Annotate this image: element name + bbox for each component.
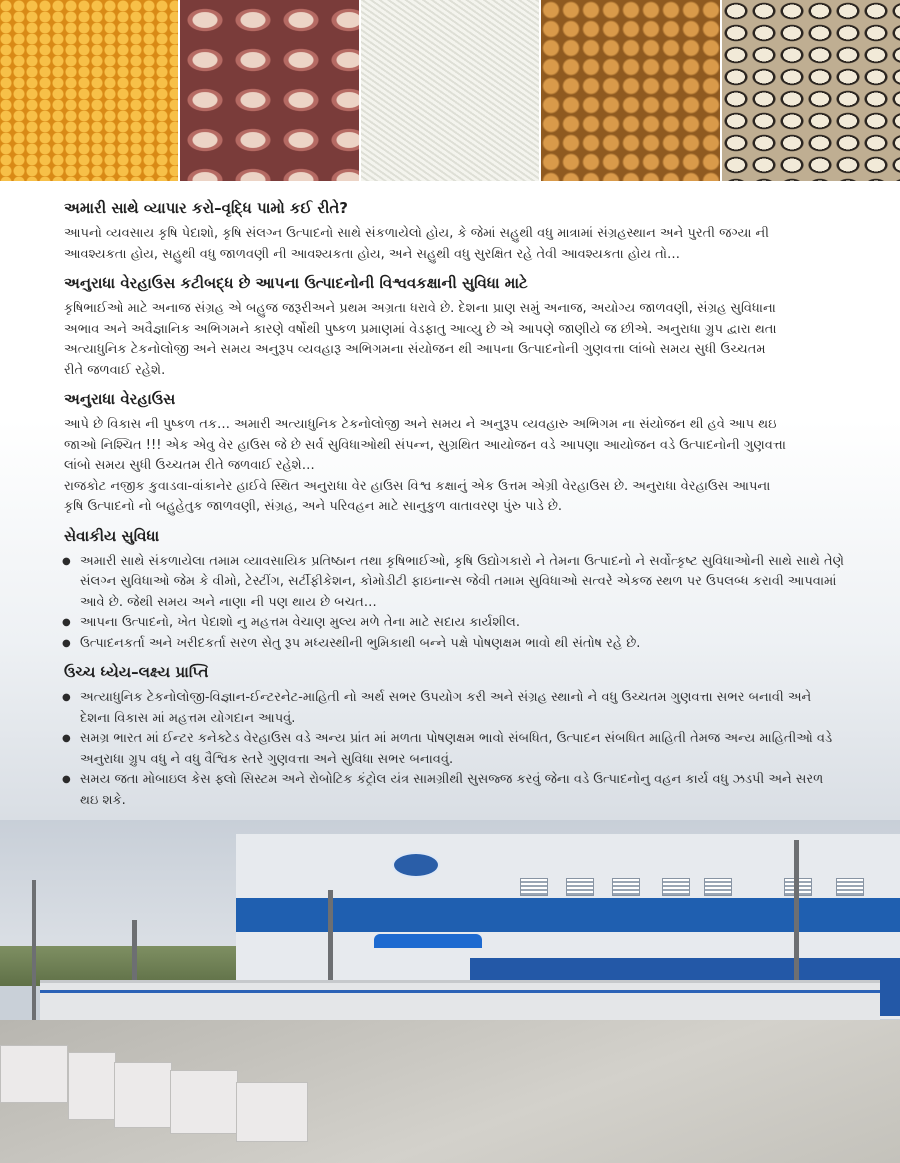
section-heading: અનુરાધા વેરહાઉસ કટીબદ્ધ છે આપના ઉત્પાદનોની વિશ્વવકક્ષાની સુવિધા માટે: [64, 274, 528, 292]
concrete-barrier: [170, 1070, 238, 1134]
corn-photo: [0, 0, 178, 181]
wall-blue-trim: [40, 990, 880, 993]
grain-photo-strip: [0, 0, 900, 181]
section-line: જાઓ નિશ્ચિત !!! એક એવુ વેર હાઉસ જે છે સર્વ સુવિધાઓથી સંપન્ન, સુગ્રથિત આયોજન વડે આપણા આયોજન વડે ઉત્પાદનોની ગુણવત્તા: [64, 437, 786, 453]
vent: [612, 878, 640, 896]
concrete-barrier: [68, 1052, 116, 1120]
section-heading: સેવાકીય સુવિધા: [64, 526, 160, 545]
section-line: અભાવ અને અવૈજ્ઞાનિક અભિગમને કારણે વર્ષોથી પુષ્કળ પ્રમાણમાં વેડફાતુ આવ્યુ છે એ આપણે જાણીયે જ છીએ. અનુરાધા ગ્રુપ દ્વારા થતા: [64, 321, 777, 337]
vent: [704, 878, 732, 896]
list-item: ● આપના ઉત્પાદનો, ખેત પેદાશો નુ મહત્તમ વેચાણ મુલ્ય મળે તેના માટે સદાય કાર્યશીલ.: [62, 613, 844, 634]
brochure-text: [64, 198, 844, 819]
vent: [836, 878, 864, 896]
section-line: લાંબો સમય સુધી ઉચ્ચતમ રીતે જળવાઈ રહેશે…: [64, 458, 315, 473]
section-line: આવશ્યકતા હોય, સહુથી વધુ જાળવણી ની આવશ્યકતા હોય, અને સહુથી વધુ સુરક્ષિત રહે તેવી આવશ્યકતા હોય તો…: [64, 246, 680, 262]
section-services: [64, 526, 844, 655]
warehouse-photo: [0, 820, 900, 1163]
street-lamp: [32, 880, 36, 1020]
vent: [662, 878, 690, 896]
goals-list: [64, 688, 844, 811]
vent: [520, 878, 548, 896]
section-line: અત્યાધુનિક ટેકનોલોજી અને સમય અનુરૂપ વ્યવહારૂ અભિગમના સંયોજન થી આપના ઉત્પાદનોની ગુણવત્તા લાંબો સમય સુધી ઉચ્ચતમ: [64, 342, 766, 357]
section-line: રાજકોટ નજીક કુવાડવા-વાંકાનેર હાઈવે સ્થિત અનુરાધા વેર હાઉસ વિશ્વ કક્ષાનું એક ઉત્તમ એગ્રી વેરહાઉસ છે. અનુરાધા વેરહાઉસ આપના: [64, 478, 771, 494]
concrete-barrier: [236, 1082, 308, 1142]
section-anuradha-warehouse: [64, 389, 844, 518]
list-item: ● અત્યાધુનિક ટેકનોલોજી-વિજ્ઞાન-ઈન્ટરનેટ-માહિતી નો અર્થ સભર ઉપયોગ કરી અને સંગ્રહ સ્થાનો ને વધુ ઉચ્ચતમ ગુણવત્તા સભર બનાવી અને દેશના વિકાસ માં મહત્તમ યોગદાન આપવું.: [62, 688, 844, 729]
list-item: ● સમય જતા મોબાઇલ કેસ ફ્લો સિસ્ટમ અને રોબોટિક કંટ્રોલ યંત્ર સામગ્રીથી સુસજ્જ કરવું જેના વડે ઉત્પાદનોનુ વહન કાર્ય વધુ ઝડપી અને સરળ થઇ શકે.: [62, 770, 844, 811]
section-heading: અમારી સાથે વ્યાપાર કરો–વૃદ્ધિ પામો કઈ રીતે?: [64, 199, 349, 217]
section-line: કૃષિ ઉત્પાદનો નો બહુહેતુક જાળવણી, સંગ્રહ, અને પરિવહન માટે સાનુકુળ વાતાવરણ પુંરુ પાડે છે.: [64, 499, 563, 514]
chickpeas-photo: [541, 0, 719, 181]
section-goals: [64, 662, 844, 811]
section-line: આપનો વ્યવસાય કૃષિ પેદાશો, કૃષિ સંલગ્ન ઉત્પાદનો સાથે સંકળાયેલો હોય, કે જેમાં સહુથી વધુ માત્રામાં સંગ્રહસ્થાન અને પુરતી જગ્યા ની: [64, 226, 769, 241]
section-line: રીતે જળવાઈ રહેશે.: [64, 362, 166, 378]
vent: [566, 878, 594, 896]
concrete-barrier: [114, 1062, 172, 1128]
list-item: ● સમગ્ર ભારત માં ઈન્ટર કનેક્ટેડ વેરહાઉસ વડે અન્ય પ્રાંત માં મળતા પોષણક્ષમ ભાવો સંબધિત, ઉત્પાદન સંબધિત માહિતી તેમજ અન્ય માહિતીઓ વડે અનુરાધા ગ્રુપ વધુ ને વધુ વૈશ્વિક સ્તરે ગુણવત્તા અને સુવિધા સભર બનાવવું.: [62, 729, 844, 770]
section-line: આપે છે વિકાસ ની પુષ્કળ તક… અમારી અત્યાધુનિક ટેકનોલોજી અને સમય ને અનુરૂપ વ્યવહારુ અભિગમ ના સંયોજન થી હવે આપ થઇ: [64, 417, 777, 432]
concrete-barrier: [0, 1045, 68, 1103]
section-commitment: [64, 273, 844, 381]
section-heading: ઉચ્ચ ધ્યેય–લક્ષ્ય પ્રાપ્તિ: [64, 663, 209, 681]
section-line: કૃષિભાઈઓ માટે અનાજ સંગ્રહ એ બહુજ જરૂરીઅને પ્રથમ અગ્રતા ધરાવે છે. દેશના પ્રાણ સમું અનાજ, અયોગ્ય જાળવણી, સંગ્રહ સુવિધાના: [64, 301, 776, 316]
section-grow-with-us: [64, 198, 844, 265]
services-list: [64, 552, 844, 655]
blue-stripe: [236, 898, 900, 932]
kidney-beans-photo: [180, 0, 358, 181]
awning: [374, 934, 482, 948]
black-eyed-peas-photo: [722, 0, 900, 181]
section-heading: અનુરાધા વેરહાઉસ: [64, 390, 176, 408]
list-item: ● ઉત્પાદનકર્તા અને ખરીદકર્તા સરળ સેતુ રૂપ મધ્યસ્થીની ભુમિકાથી બન્ને પક્ષે પોષણક્ષમ ભાવો થી સંતોષ રહે છે.: [62, 634, 844, 655]
rice-photo: [361, 0, 539, 181]
list-item: ● અમારી સાથે સંકળાયેલા તમામ વ્યાવસાયિક પ્રતિષ્ઠાન તથા કૃષિભાઈઓ, કૃષિ ઉદ્યોગકારો ને તેમના ઉત્પાદનો ને સર્વોત્કૃષ્ટ સુવિધાઓની સાથે સાથે તેણે સંલગ્ન સુવિધાઓ જેમ કે વીમો, ટેસ્ટીંગ, સર્ટીફીકેશન, કોમોડીટી ફાઇનાન્સ જેવી તમામ સુવિધાઓ સત્વરે એકજ સ્થળ પર ઉપલબ્ધ કરાવી આપવામાં આવે છે. જેથી સમય અને નાણા ની પણ થાય છે બચત…: [62, 552, 844, 614]
company-logo: [392, 852, 440, 878]
